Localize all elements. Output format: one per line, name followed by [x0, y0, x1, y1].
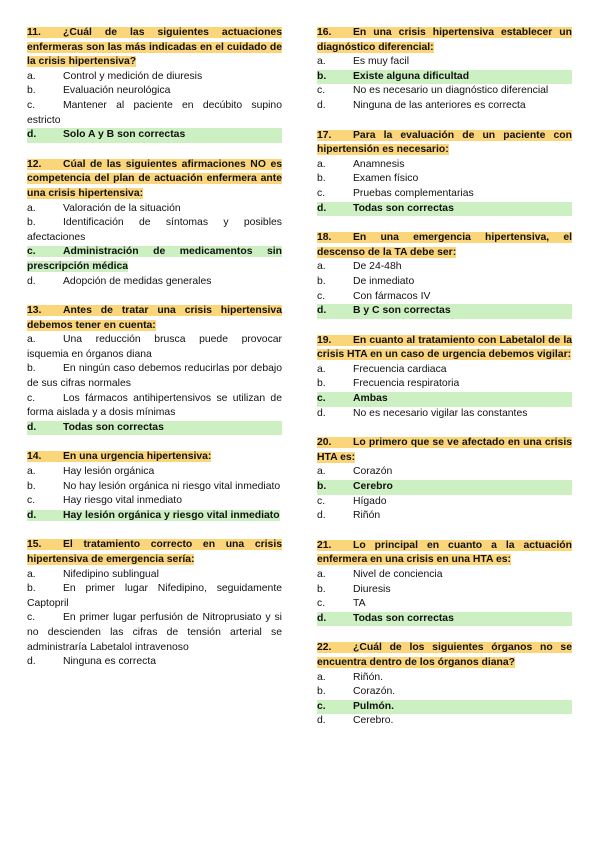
- option-letter: d.: [317, 715, 326, 727]
- question-highlight: [27, 451, 211, 462]
- answer-option: [317, 55, 572, 70]
- answer-option: [317, 290, 572, 305]
- option-letter: d.: [317, 202, 327, 214]
- option-letter: a.: [317, 671, 326, 683]
- answer-option-correct: [27, 128, 282, 143]
- question-block: [27, 538, 282, 669]
- answer-option: [27, 655, 282, 670]
- question-block: [27, 304, 282, 435]
- option-letter: b.: [317, 70, 327, 82]
- option-text: Nivel de conciencia: [353, 569, 443, 580]
- option-letter: a.: [317, 466, 326, 478]
- question-number: 19.: [317, 334, 332, 346]
- option-letter: a.: [27, 202, 36, 214]
- correct-answer-highlight: [27, 510, 280, 521]
- question-block: [317, 436, 572, 524]
- option-text: TA: [353, 598, 366, 610]
- question-block: [317, 334, 572, 422]
- answer-option: [27, 480, 282, 495]
- answer-option-correct: [317, 202, 572, 217]
- answer-option: [27, 494, 282, 509]
- question-stem: [317, 334, 572, 363]
- question-stem: [27, 304, 282, 333]
- correct-answer-highlight: [27, 128, 282, 143]
- question-highlight: [317, 642, 572, 668]
- question-number: 15.: [27, 539, 42, 551]
- question-number: 16.: [317, 27, 332, 38]
- answer-option: [317, 84, 572, 99]
- question-number: 17.: [317, 129, 332, 141]
- option-letter: c.: [317, 495, 326, 507]
- option-text: Control y medición de diuresis: [63, 70, 203, 82]
- option-letter: d.: [27, 275, 36, 287]
- question-block: [317, 641, 572, 729]
- question-text: En una urgencia hipertensiva:: [63, 451, 212, 463]
- question-block: [317, 129, 572, 217]
- question-stem: [27, 158, 282, 202]
- option-letter: a.: [27, 568, 36, 580]
- question-text: En cuanto al tratamiento con Labetalol de la crisis HTA en un caso de urgencia debemos vigilar:: [317, 334, 572, 361]
- question-stem: [317, 539, 572, 568]
- answer-option: [27, 568, 282, 583]
- option-letter: c.: [317, 85, 326, 97]
- option-text: Frecuencia respiratoria: [353, 378, 460, 390]
- correct-answer-highlight: [27, 421, 282, 436]
- option-text: No es necesario un diagnóstico diferencial: [353, 85, 549, 97]
- option-letter: c.: [317, 290, 326, 302]
- option-text: Hay lesión orgánica: [63, 466, 155, 478]
- answer-option: [317, 377, 572, 392]
- option-text: Corazón.: [353, 686, 396, 698]
- answer-option: [27, 582, 282, 611]
- option-text: No es necesario vigilar las constantes: [353, 407, 528, 419]
- option-letter: c.: [27, 495, 36, 507]
- answer-option: [27, 362, 282, 391]
- question-number: 13.: [27, 305, 42, 317]
- question-stem: [317, 436, 572, 465]
- question-stem: [317, 641, 572, 670]
- option-text: Administración de medicamentos sin prescripción médica: [27, 246, 282, 272]
- option-text: B y C son correctas: [353, 305, 451, 317]
- question-block: [27, 26, 282, 143]
- option-letter: b.: [27, 217, 36, 229]
- option-letter: a.: [317, 158, 326, 170]
- question-number: 11.: [27, 27, 41, 38]
- question-text: Lo primero que se ve afectado en una crisis HTA es:: [317, 437, 572, 463]
- option-letter: a.: [27, 466, 36, 478]
- answer-option: [317, 99, 572, 114]
- answer-option: [317, 583, 572, 598]
- answer-option: [317, 495, 572, 510]
- option-letter: c.: [27, 246, 36, 258]
- option-letter: d.: [27, 656, 36, 668]
- option-letter: a.: [27, 70, 36, 82]
- correct-answer-highlight: [317, 392, 572, 407]
- option-text: Hígado: [353, 495, 387, 507]
- answer-option: [27, 70, 282, 85]
- answer-option: [317, 597, 572, 612]
- question-block: [317, 231, 572, 319]
- question-highlight: [317, 335, 572, 361]
- answer-option-correct: [317, 70, 572, 85]
- answer-option: [27, 392, 282, 421]
- option-letter: c.: [317, 598, 326, 610]
- option-text: Riñón.: [353, 671, 384, 683]
- option-letter: b.: [27, 85, 36, 97]
- question-stem: [27, 450, 282, 465]
- question-highlight: [317, 232, 572, 258]
- option-letter: d.: [317, 99, 326, 111]
- option-letter: c.: [317, 393, 326, 405]
- option-text: En ningún caso debemos reducirlas por debajo de sus cifras normales: [27, 363, 282, 390]
- option-letter: a.: [317, 363, 326, 375]
- question-stem: [317, 231, 572, 260]
- option-text: Todas son correctas: [353, 612, 454, 624]
- answer-option: [317, 187, 572, 202]
- option-text: Diuresis: [353, 583, 391, 595]
- option-text: Mantener al paciente en decúbito supino estricto: [27, 99, 282, 126]
- answer-option: [317, 275, 572, 290]
- option-letter: a.: [317, 56, 326, 68]
- option-letter: d.: [317, 612, 327, 624]
- answer-option: [27, 202, 282, 217]
- answer-option: [27, 84, 282, 99]
- option-letter: c.: [317, 700, 326, 712]
- option-letter: b.: [317, 275, 326, 287]
- option-text: Corazón: [353, 466, 393, 478]
- correct-answer-highlight: [317, 70, 572, 85]
- option-text: De 24-48h: [353, 261, 402, 273]
- option-text: Pruebas complementarias: [353, 187, 474, 199]
- option-text: Los fármacos antihipertensivos se utilizan de forma aislada y a dosis mínimas: [27, 392, 282, 419]
- answer-option: [27, 99, 282, 128]
- option-letter: d.: [317, 407, 326, 419]
- answer-option: [317, 509, 572, 524]
- option-text: Anamnesis: [353, 158, 405, 170]
- answer-option-correct: [27, 421, 282, 436]
- question-text: ¿Cuál de las siguientes actuaciones enfermeras son las más indicadas en el cuidado de la crisis hipertensiva?: [27, 27, 282, 68]
- option-letter: d.: [317, 305, 327, 317]
- question-number: 14.: [27, 451, 42, 463]
- question-highlight: [317, 27, 572, 53]
- option-letter: d.: [27, 509, 37, 521]
- option-letter: b.: [317, 686, 326, 698]
- correct-answer-highlight: [317, 304, 572, 319]
- answer-option-correct: [27, 245, 282, 274]
- answer-option: [317, 465, 572, 480]
- question-text: Lo principal en cuanto a la actuación enfermera en una crisis en una HTA es:: [317, 539, 572, 566]
- answer-option-correct: [317, 480, 572, 495]
- option-text: Una reducción brusca puede provocar isquemia en órganos diana: [27, 334, 282, 360]
- option-text: Ninguna de las anteriores es correcta: [353, 99, 526, 111]
- answer-option: [317, 158, 572, 173]
- answer-option: [27, 275, 282, 290]
- question-highlight: [27, 27, 282, 67]
- question-text: Antes de tratar una crisis hipertensiva debemos tener en cuenta:: [27, 305, 282, 331]
- question-stem: [317, 26, 572, 55]
- question-text: Cúal de las siguientes afirmaciones NO es competencia del plan de actuación enfermera ante una crisis hipertensiva:: [27, 158, 282, 199]
- option-text: Es muy facil: [353, 56, 410, 68]
- answer-option: [317, 363, 572, 378]
- correct-answer-highlight: [317, 612, 572, 627]
- option-text: Pulmón.: [353, 700, 394, 712]
- question-block: [317, 539, 572, 627]
- question-number: 18.: [317, 232, 332, 244]
- right-column: [317, 26, 572, 744]
- answer-option: [27, 611, 282, 655]
- question-highlight: [27, 305, 282, 331]
- option-text: Evaluación neurológica: [63, 85, 171, 97]
- answer-option-correct: [317, 612, 572, 627]
- correct-answer-highlight: [27, 246, 282, 272]
- question-highlight: [317, 130, 572, 156]
- option-text: Adopción de medidas generales: [63, 275, 212, 287]
- correct-answer-highlight: [317, 202, 572, 217]
- option-text: Cerebro.: [353, 715, 394, 727]
- question-number: 12.: [27, 158, 42, 170]
- option-letter: a.: [317, 261, 326, 273]
- option-text: Identificación de síntomas y posibles afectaciones: [27, 217, 282, 243]
- option-letter: c.: [27, 99, 36, 111]
- option-letter: d.: [27, 421, 37, 433]
- option-text: Hay lesión orgánica y riesgo vital inmediato: [63, 509, 280, 521]
- answer-option: [317, 407, 572, 422]
- option-text: Todas son correctas: [63, 421, 164, 433]
- question-stem: [317, 129, 572, 158]
- option-text: No hay lesión orgánica ni riesgo vital inmediato: [63, 480, 281, 492]
- option-letter: c.: [27, 392, 36, 404]
- answer-option: [317, 260, 572, 275]
- question-number: 20.: [317, 437, 332, 449]
- option-text: En primer lugar Nifedipino, seguidamente Captopril: [27, 583, 282, 609]
- question-text: El tratamiento correcto en una crisis hipertensiva de emergencia sería:: [27, 539, 282, 565]
- option-text: Examen físico: [353, 173, 419, 185]
- correct-answer-highlight: [317, 700, 572, 715]
- question-stem: [27, 538, 282, 567]
- option-text: Con fármacos IV: [353, 290, 431, 302]
- question-highlight: [317, 540, 572, 566]
- option-letter: c.: [27, 612, 36, 624]
- option-text: Nifedipino sublingual: [63, 568, 159, 580]
- answer-option: [27, 333, 282, 362]
- answer-option-correct: [27, 509, 282, 524]
- option-letter: a.: [317, 569, 326, 580]
- question-number: 22.: [317, 642, 332, 654]
- option-text: En primer lugar perfusión de Nitroprusiato y si no descienden las cifras de tensión arterial se administraría Labetalol intravenoso: [27, 612, 282, 653]
- answer-option: [317, 685, 572, 700]
- option-text: Cerebro: [353, 481, 393, 493]
- question-block: [27, 158, 282, 289]
- answer-option-correct: [317, 700, 572, 715]
- answer-option-correct: [317, 304, 572, 319]
- question-text: En una crisis hipertensiva establecer un diagnóstico diferencial:: [317, 27, 572, 53]
- question-stem: [27, 26, 282, 70]
- correct-answer-highlight: [317, 480, 572, 495]
- answer-option: [317, 568, 572, 583]
- question-text: En una emergencia hipertensiva, el descenso de la TA debe ser:: [317, 232, 572, 258]
- option-letter: b.: [317, 481, 327, 493]
- option-text: Valoración de la situación: [63, 202, 181, 214]
- question-text: ¿Cuál de los siguientes órganos no se encuentra dentro de los órganos diana?: [317, 642, 572, 668]
- option-text: Solo A y B son correctas: [63, 129, 186, 141]
- option-text: Frecuencia cardiaca: [353, 363, 447, 375]
- option-text: De inmediato: [353, 275, 415, 287]
- answer-option: [317, 172, 572, 187]
- answer-option: [317, 714, 572, 729]
- question-highlight: [27, 159, 282, 199]
- question-text: Para la evaluación de un paciente con hipertensión es necesario:: [317, 129, 572, 156]
- option-text: Existe alguna dificultad: [353, 70, 470, 82]
- answer-option-correct: [317, 392, 572, 407]
- question-highlight: [27, 539, 282, 565]
- option-letter: b.: [317, 378, 326, 390]
- option-letter: b.: [27, 363, 36, 375]
- option-letter: a.: [27, 334, 36, 346]
- question-block: [317, 26, 572, 114]
- option-letter: b.: [27, 583, 36, 595]
- option-text: Ninguna es correcta: [63, 656, 156, 668]
- question-block: [27, 450, 282, 523]
- answer-option: [317, 671, 572, 686]
- option-letter: b.: [317, 173, 326, 185]
- option-letter: d.: [317, 510, 326, 522]
- question-number: 21.: [317, 539, 332, 551]
- option-letter: c.: [317, 187, 326, 199]
- question-highlight: [317, 437, 572, 463]
- left-column: [27, 26, 282, 685]
- answer-option: [27, 465, 282, 480]
- option-letter: d.: [27, 129, 37, 141]
- option-text: Hay riesgo vital inmediato: [63, 495, 182, 507]
- option-text: Todas son correctas: [353, 202, 454, 214]
- option-letter: b.: [27, 480, 36, 492]
- option-text: Riñón: [353, 510, 381, 522]
- option-letter: b.: [317, 583, 326, 595]
- answer-option: [27, 216, 282, 245]
- option-text: Ambas: [353, 393, 388, 405]
